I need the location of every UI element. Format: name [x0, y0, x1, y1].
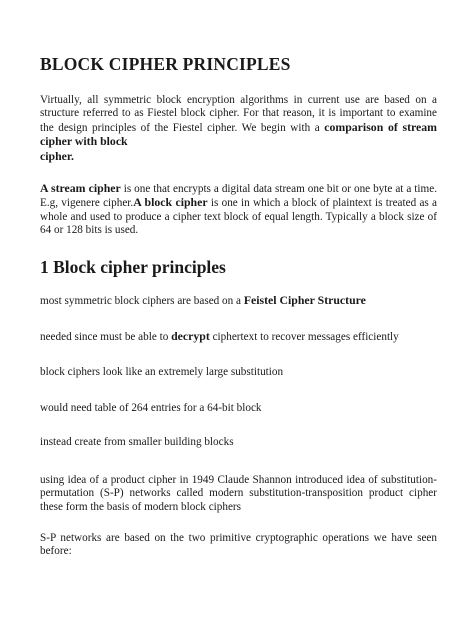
- bullet-feistel-bold: Feistel Cipher Structure: [243, 293, 366, 307]
- bullet-sp-networks: S-P networks are based on the two primitive cryptographic operations we have seen before:: [40, 532, 437, 558]
- intro-paragraph: [40, 94, 437, 150]
- block-cipher-definition: is one in which a block of plaintext is treated as a whole and used to produce a cipher text block of equal length. Typically a block size of 64 or 128 bits is used.: [40, 197, 437, 237]
- bullet-feistel: [40, 294, 437, 308]
- stream-cipher-term: A stream cipher: [40, 181, 121, 195]
- stream-block-paragraph: [40, 182, 437, 238]
- bullet-decrypt-post: ciphertext to recover messages efficiently: [209, 331, 399, 343]
- intro-bold-text: comparison of stream cipher with block: [40, 119, 438, 149]
- block-cipher-term: A block cipher: [133, 195, 208, 210]
- intro-continuation: [40, 150, 437, 164]
- intro-bold-continuation: cipher.: [40, 149, 74, 163]
- bullet-feistel-text: most symmetric block ciphers are based on a: [40, 295, 244, 307]
- intro-text: Virtually, all symmetric block encryption algorithms in current use are based on a structure referred to as Fiestel block cipher. For that reason, it is important to examine the design principles of the Fiestel cipher. We begin with a: [40, 94, 437, 134]
- bullet-substitution: block ciphers look like an extremely large substitution: [40, 366, 284, 378]
- page-title: BLOCK CIPHER PRINCIPLES: [40, 54, 291, 74]
- stream-cipher-definition: is one that encrypts a digital data stream one bit or one byte at a time. E.g, vigenere cipher.: [40, 183, 437, 210]
- bullet-building-blocks: instead create from smaller building blocks: [40, 436, 234, 448]
- bullet-decrypt: [40, 330, 437, 344]
- bullet-product-cipher: using idea of a product cipher in 1949 Claude Shannon introduced idea of substitution-permutation (S-P) networks called modern substitution-transposition product cipher these form the basis of modern block ciphers: [40, 474, 437, 513]
- bullet-decrypt-pre: needed since must be able to: [40, 331, 172, 343]
- bullet-decrypt-bold: decrypt: [171, 329, 210, 343]
- section-heading: 1 Block cipher principles: [40, 257, 226, 277]
- bullet-table-entries: would need table of 264 entries for a 64-bit block: [40, 402, 262, 414]
